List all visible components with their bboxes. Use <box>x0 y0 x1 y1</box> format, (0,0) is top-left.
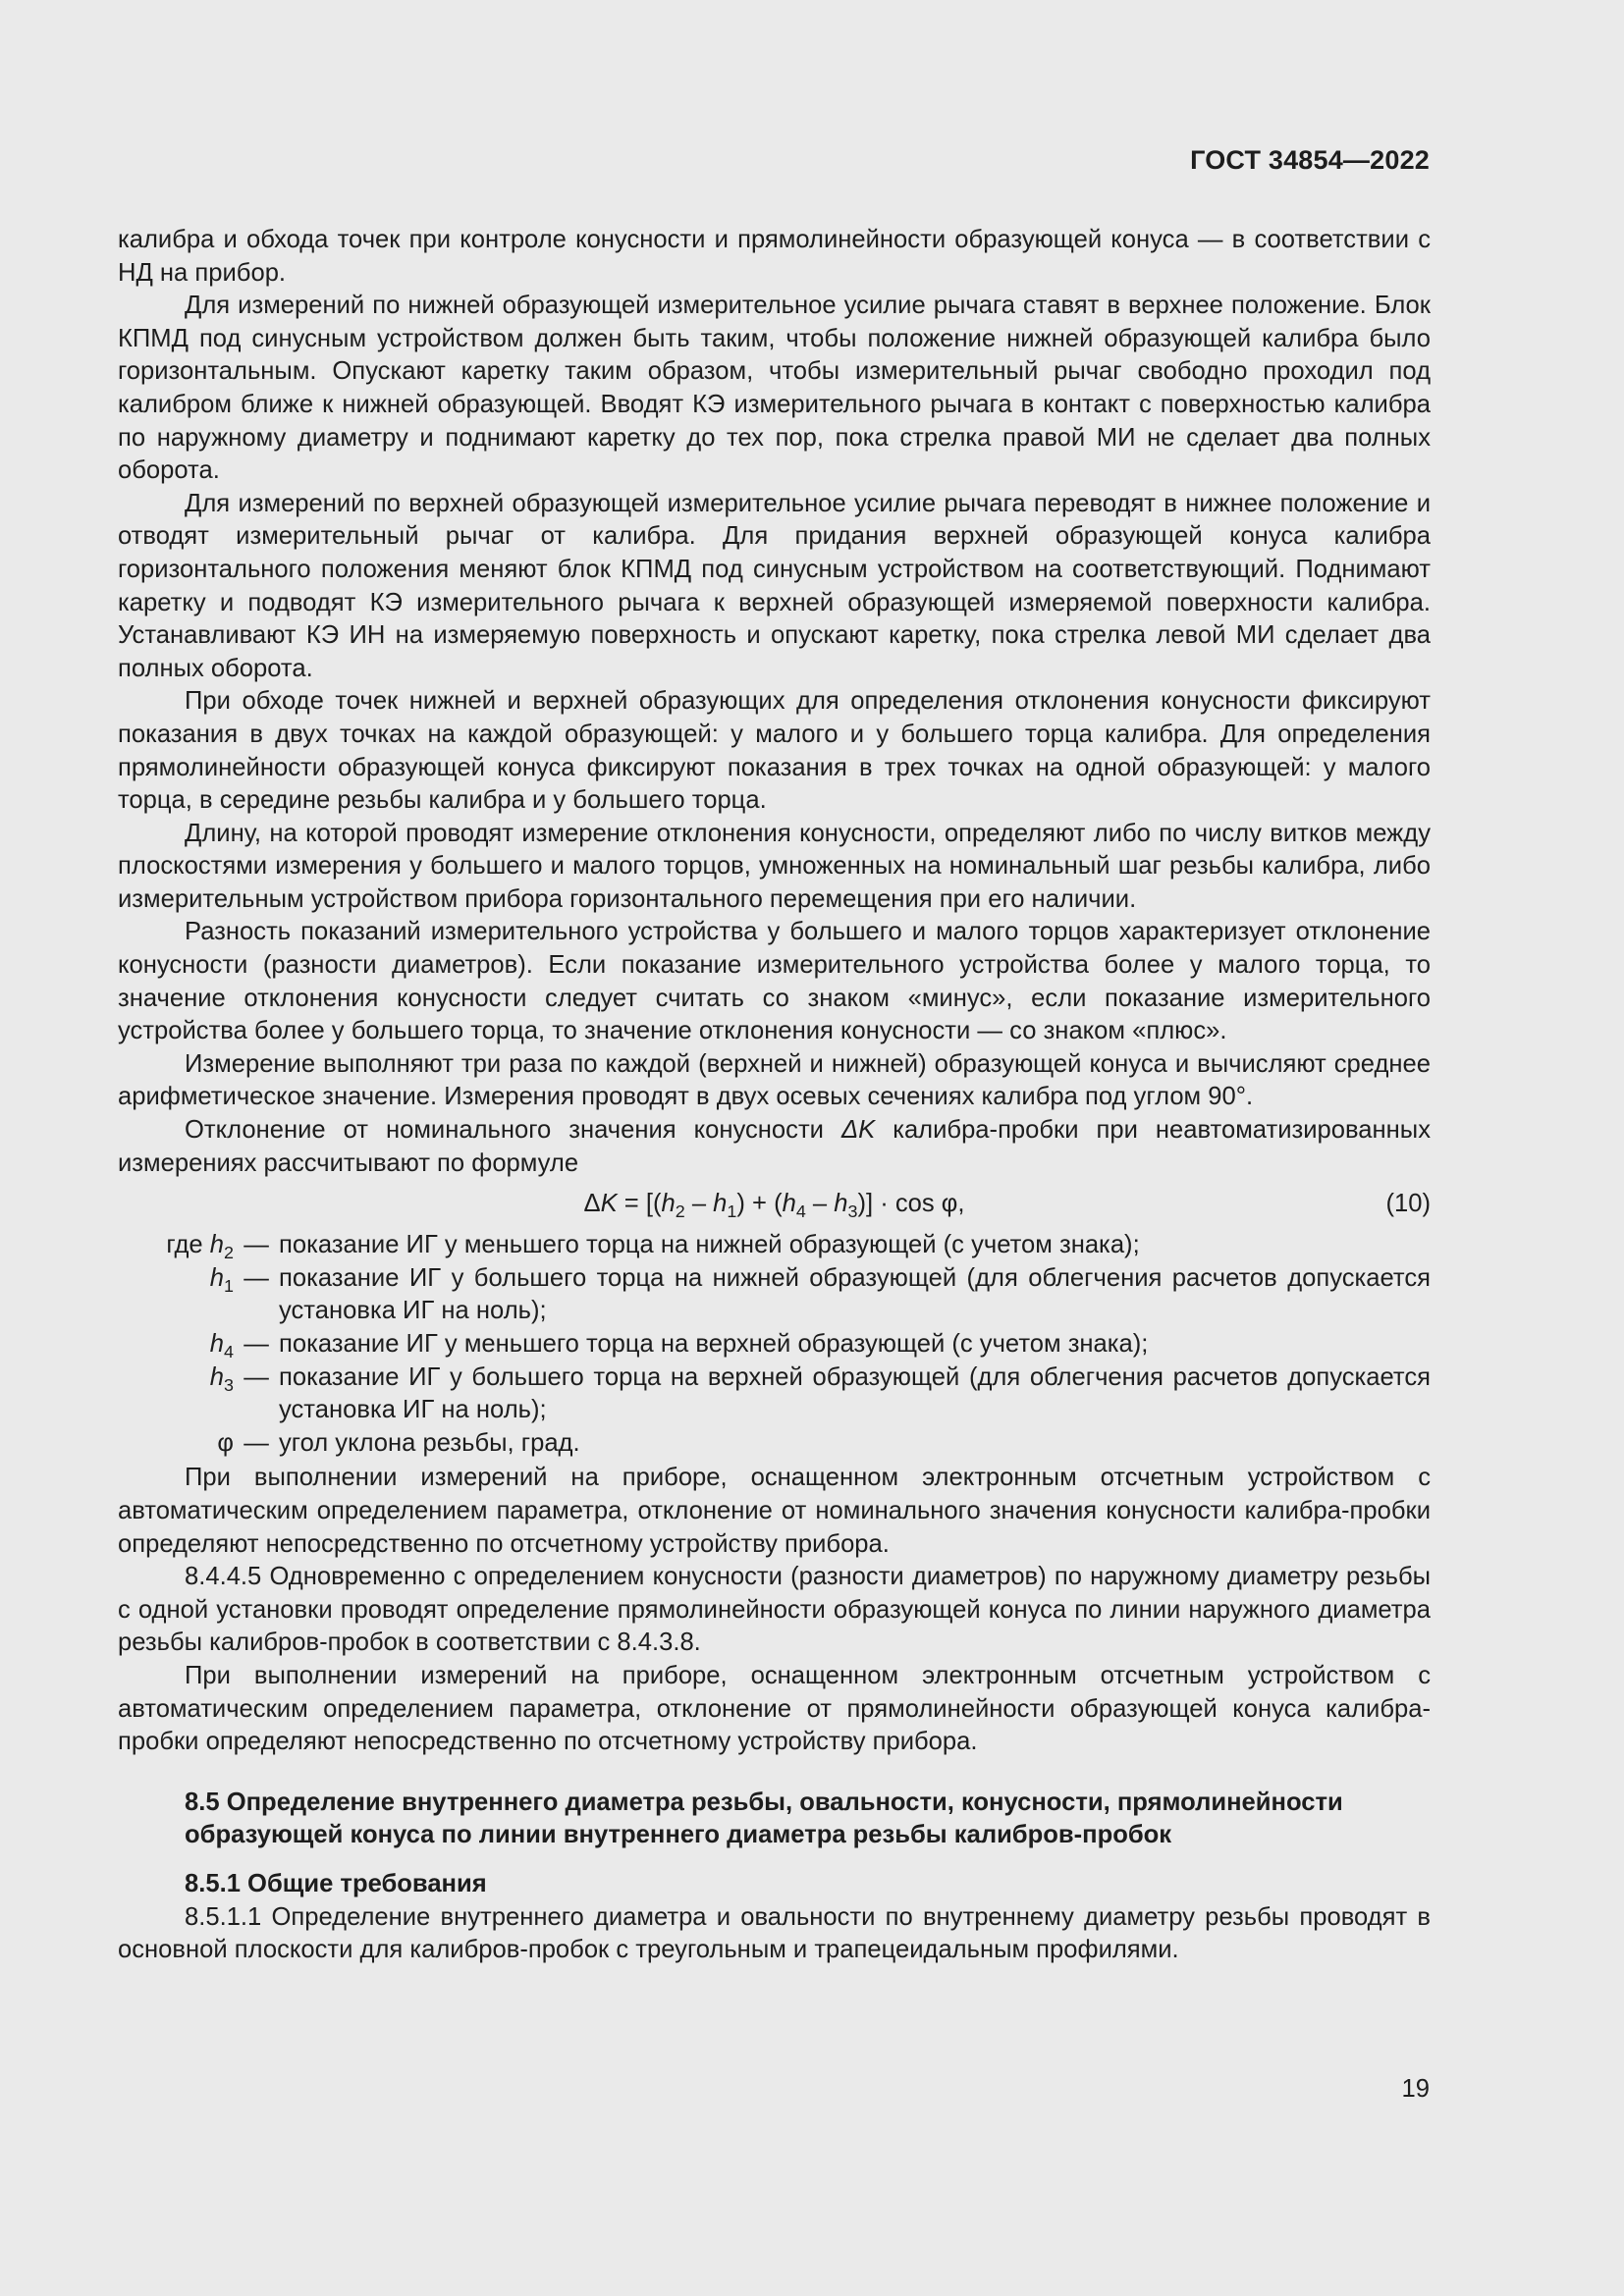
definition-dash: — <box>244 1330 269 1358</box>
body-paragraph: Разность показаний измерительного устройства у большего и малого торцов характеризует отклонение конусности (разности диаметров). Если показание измерительного устройства более у малого торца, то значение отклонения конусности следует считать со знаком «минус», если показание измерительного устройства более у большего торца, то значение отклонения конусности — со знаком «плюс». <box>118 918 1431 1045</box>
page-number: 19 <box>1401 2075 1430 2103</box>
formula-intro-symbol: ΔK <box>840 1116 876 1145</box>
definition-row <box>118 1328 1431 1362</box>
body-paragraph: При выполнении измерений на приборе, оснащенном электронным отсчетным устройством с автоматическим определением параметра, отклонение от прямолинейности образующей конуса калибра-пробки определяют непосредственно по отсчетному устройству прибора. <box>118 1661 1431 1756</box>
definition-text: угол уклона резьбы, град. <box>279 1428 580 1457</box>
definitions-list <box>118 1229 1431 1460</box>
definition-symbol: $h_3$ <box>209 1362 234 1395</box>
definition-dash: — <box>244 1263 269 1292</box>
definition-symbol: где $h_2$ <box>166 1231 234 1263</box>
where-word: где <box>166 1231 203 1259</box>
section-8-5-title: 8.5 Определение внутреннего диаметра резьбы, овальности, конусности, прямолинейности образующей конуса по линии внутреннего диаметра резьбы калибров-пробок <box>185 1788 1343 1849</box>
formula-number: (10) <box>1385 1190 1431 1218</box>
body-paragraph: При выполнении измерений на приборе, оснащенном электронным отсчетным устройством с автоматическим определением параметра, отклонение от номинального значения конусности калибра-пробки определяют непосредственно по отсчетному устройству прибора. <box>118 1464 1431 1558</box>
body-paragraph: 8.4.4.5 Одновременно с определением конусности (разности диаметров) по наружному диаметру резьбы с одной установки проводят определение прямолинейности образующей конуса по линии наружного диаметра резьбы калибров-пробок в соответствии с 8.4.3.8. <box>118 1563 1431 1657</box>
section-8-5-1-title: 8.5.1 Общие требования <box>185 1869 487 1897</box>
formula-intro-after: калибра-пробки при неавтоматизированных измерениях рассчитывают по формуле <box>118 1116 1432 1177</box>
definition-dash: — <box>244 1428 269 1457</box>
body-paragraph: Длину, на которой проводят измерение отклонения конусности, определяют либо по числу витков между плоскостями измерения у большего и малого торцов, умноженных на номинальный шаг резьбы калибра, либо измерительным устройством прибора горизонтального перемещения при его наличии. <box>118 819 1431 913</box>
definition-text: показание ИГ у меньшего торца на нижней образующей (с учетом знака); <box>279 1231 1140 1259</box>
definition-symbol: $h_1$ <box>209 1263 234 1296</box>
definition-text: показание ИГ у большего торца на верхней образующей (для облегчения расчетов допускается установка ИГ на ноль); <box>279 1362 1431 1424</box>
formula-10: $\Delta K = [(h_2 - h_1) + (h_4 - h_3)] \cdot \cos \varphi$, <box>583 1190 965 1222</box>
page-body <box>118 224 1431 1967</box>
definition-row <box>118 1262 1431 1328</box>
formula-row <box>118 1184 1431 1225</box>
body-paragraph: Для измерений по нижней образующей измерительное усилие рычага ставят в верхнее положение. Блок КПМД под синусным устройством должен быть таким, чтобы положение нижней образующей калибра было горизонтальным. Опускают каретку таким образом, чтобы измерительный рычаг свободно проходил под калибром ближе к нижней образующей. Вводят КЭ измерительного рычага в контакт с поверхностью калибра по наружному диаметру и поднимают каретку до тех пор, пока стрелка правой МИ не сделает два полных оборота. <box>118 292 1431 485</box>
definition-dash: — <box>244 1231 269 1259</box>
formula-intro-before: Отклонение от номинального значения конусности <box>185 1116 841 1145</box>
definition-row <box>118 1229 1431 1262</box>
definition-dash: — <box>244 1362 269 1391</box>
document-number-header: ГОСТ 34854—2022 <box>1190 145 1430 175</box>
definition-row <box>118 1362 1431 1427</box>
definition-row <box>118 1427 1431 1461</box>
definition-symbol: φ <box>217 1428 234 1457</box>
paragraph-8-5-1-1: 8.5.1.1 Определение внутреннего диаметра и овальности по внутреннему диаметру резьбы проводят в основной плоскости для калибров-пробок с треугольным и трапецеидальным профилями. <box>118 1902 1431 1964</box>
definition-text: показание ИГ у большего торца на нижней образующей (для облегчения расчетов допускается установка ИГ на ноль); <box>279 1263 1431 1325</box>
paragraphs-block-a <box>118 224 1431 1114</box>
formula-intro <box>118 1114 1431 1180</box>
definition-text: показание ИГ у меньшего торца на верхней образующей (с учетом знака); <box>279 1330 1149 1358</box>
definition-symbol: $h_4$ <box>209 1330 234 1362</box>
body-paragraph: При обходе точек нижней и верхней образующих для определения отклонения конусности фиксируют показания в двух точках на каждой образующей: у малого и у большего торца калибра. Для определения прямолинейности образующей конуса фиксируют показания в трех точках на одной образующей: у малого торца, в середине резьбы калибра и у большего торца. <box>118 687 1431 815</box>
paragraphs-block-b <box>118 1462 1431 1758</box>
body-paragraph: калибра и обхода точек при контроле конусности и прямолинейности образующей конуса — в соответствии с НД на прибор. <box>118 226 1431 287</box>
body-paragraph: Измерение выполняют три раза по каждой (верхней и нижней) образующей конуса и вычисляют среднее арифметическое значение. Измерения проводят в двух осевых сечениях калибра под углом 90°. <box>118 1049 1431 1111</box>
body-paragraph: Для измерений по верхней образующей измерительное усилие рычага переводят в нижнее положение и отводят измерительный рычаг от калибра. Для придания верхней образующей конуса калибра горизонтального положения меняют блок КПМД под синусным устройством на соответствующий. Поднимают каретку и подводят КЭ измерительного рычага к верхней образующей измеряемой поверхности калибра. Устанавливают КЭ ИН на измеряемую поверхность и опускают каретку, пока стрелка левой МИ сделает два полных оборота. <box>118 489 1431 682</box>
